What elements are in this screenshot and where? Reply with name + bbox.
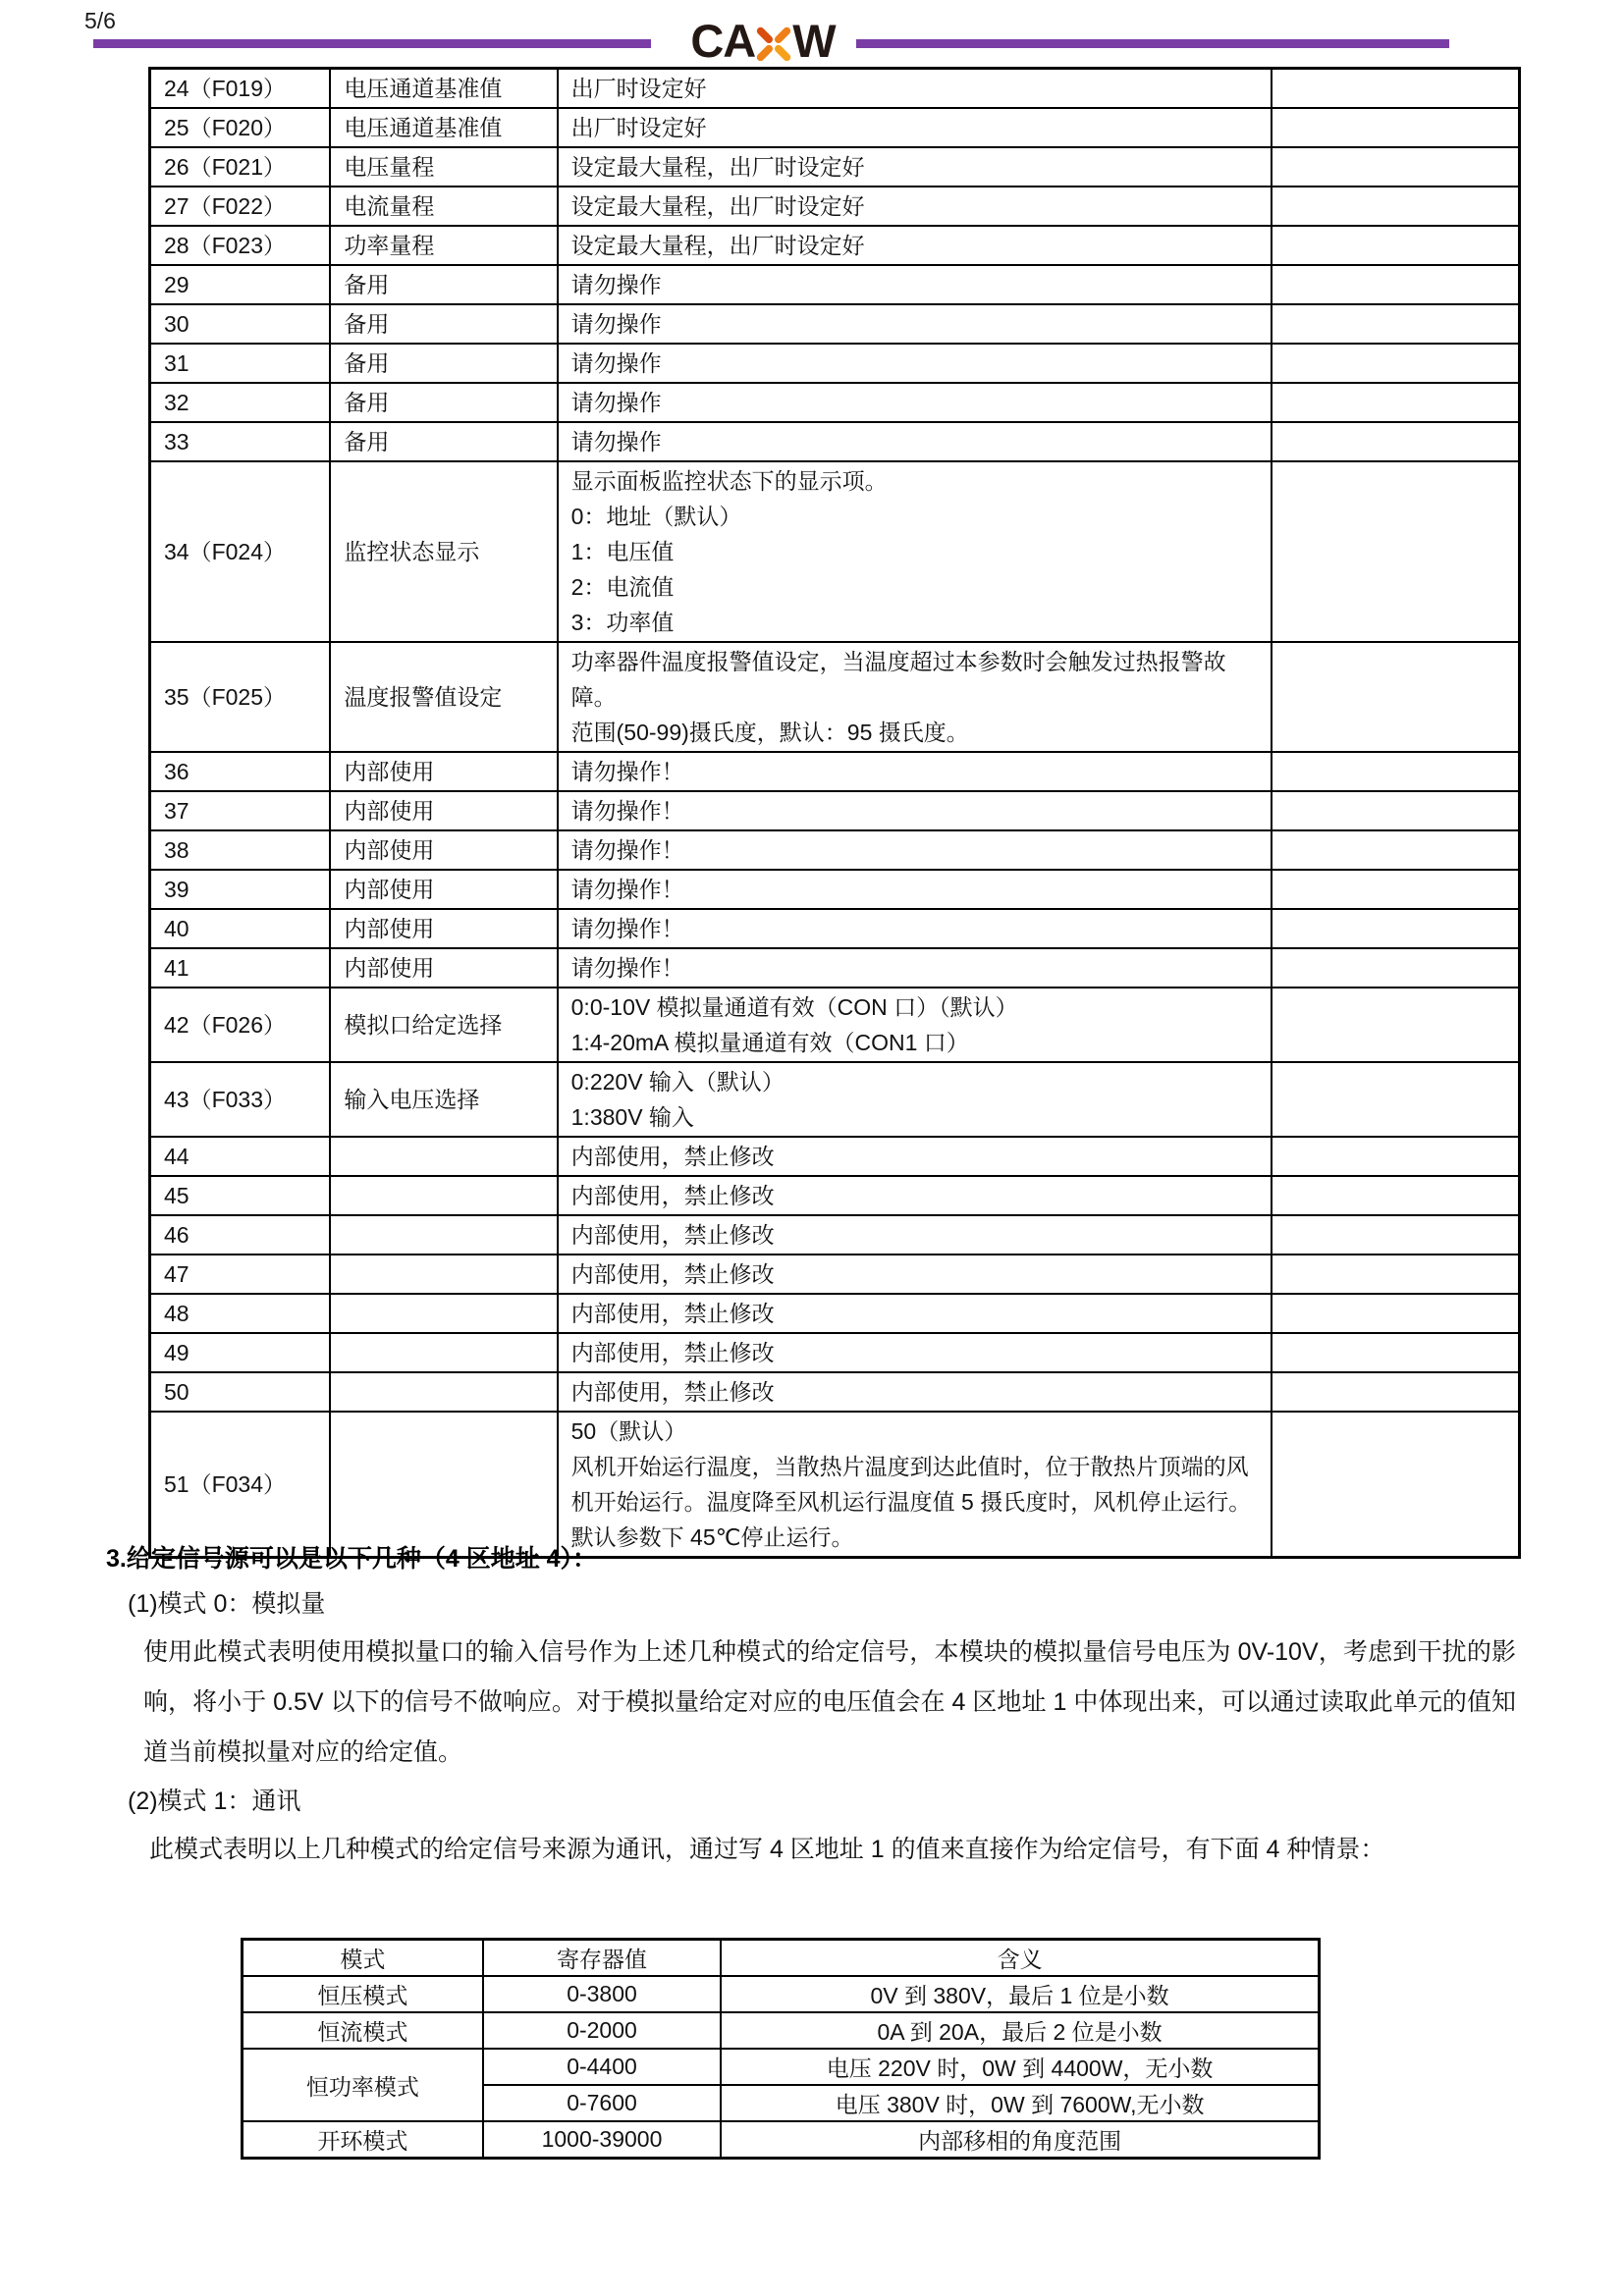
param-desc-cell — [558, 1176, 1272, 1215]
param-number-cell: 44 — [150, 1137, 331, 1176]
notes-cell-empty — [1272, 461, 1520, 642]
param-name-cell: 备用 — [330, 344, 557, 383]
mode-table-cell: 1000-39000 — [483, 2121, 721, 2159]
parameter-row — [150, 187, 1520, 226]
parameter-row — [150, 1255, 1520, 1294]
parameter-row — [150, 265, 1520, 304]
notes-cell-empty — [1272, 1255, 1520, 1294]
desc-line: 请勿操作！ — [570, 798, 684, 824]
desc-line: 1:4-20mA 模拟量通道有效（CON1 口） — [570, 1030, 969, 1055]
param-desc-cell — [558, 642, 1272, 752]
param-number-cell: 30 — [150, 304, 331, 344]
notes-cell-empty — [1272, 108, 1520, 147]
param-number-cell: 37 — [150, 791, 331, 830]
param-desc-cell — [558, 1137, 1272, 1176]
parameter-row — [150, 948, 1520, 988]
param-name-cell: 内部使用 — [330, 830, 557, 870]
mode-table-cell: 内部移相的角度范围 — [721, 2121, 1319, 2159]
mode-table-cell: 电压 380V 时，0W 到 7600W,无小数 — [721, 2085, 1319, 2121]
desc-line: 内部使用，禁止修改 — [570, 1301, 775, 1326]
desc-line: 1:380V 输入 — [570, 1104, 694, 1130]
param-number-cell: 29 — [150, 265, 331, 304]
desc-line: 3：功率值 — [570, 610, 675, 635]
param-number-cell: 49 — [150, 1333, 331, 1372]
param-name-cell: 电压量程 — [330, 147, 557, 187]
mode-table-cell: 0-3800 — [483, 1976, 721, 2012]
param-number-cell: 47 — [150, 1255, 331, 1294]
notes-cell-empty — [1272, 147, 1520, 187]
param-name-cell: 温度报警值设定 — [330, 642, 557, 752]
notes-cell-empty — [1272, 1215, 1520, 1255]
mode-table-row — [243, 2049, 1320, 2085]
param-number-cell: 27（F022） — [150, 187, 331, 226]
desc-line: 内部使用，禁止修改 — [570, 1144, 775, 1169]
param-name-cell: 电压通道基准值 — [330, 108, 557, 147]
page-number: 5/6 — [84, 8, 116, 33]
param-number-cell: 31 — [150, 344, 331, 383]
param-desc-cell — [558, 304, 1272, 344]
param-desc-cell — [558, 948, 1272, 988]
parameter-row — [150, 988, 1520, 1062]
mode-1-body: 此模式表明以上几种模式的给定信号来源为通讯，通过写 4 区地址 1 的值来直接作为给定信号，有下面 4 种情景： — [149, 1836, 1385, 1863]
desc-line: 范围(50-99)摄氏度，默认：95 摄氏度。 — [570, 720, 969, 745]
mode-table-row — [243, 1976, 1320, 2012]
param-desc-cell — [558, 1412, 1272, 1558]
desc-line: 0:0-10V 模拟量通道有效（CON 口）（默认） — [570, 994, 1018, 1020]
notes-cell-empty — [1272, 1176, 1520, 1215]
param-name-cell: 内部使用 — [330, 791, 557, 830]
param-number-cell: 48 — [150, 1294, 331, 1333]
desc-line: 出厂时设定好 — [570, 76, 707, 101]
param-name-cell: 内部使用 — [330, 870, 557, 909]
param-number-cell: 33 — [150, 422, 331, 461]
notes-cell-empty — [1272, 1333, 1520, 1372]
desc-line: 请勿操作！ — [570, 759, 684, 784]
notes-cell-empty — [1272, 642, 1520, 752]
param-desc-cell — [558, 147, 1272, 187]
param-number-cell: 35（F025） — [150, 642, 331, 752]
param-desc-cell — [558, 187, 1272, 226]
notes-cell-empty — [1272, 1412, 1520, 1558]
parameter-row — [150, 1372, 1520, 1412]
parameter-row — [150, 1333, 1520, 1372]
section-3 — [106, 1537, 1528, 1875]
header-rule-left — [93, 39, 651, 48]
param-desc-cell — [558, 752, 1272, 791]
param-number-cell: 25（F020） — [150, 108, 331, 147]
desc-line: 内部使用，禁止修改 — [570, 1379, 775, 1405]
param-number-cell: 36 — [150, 752, 331, 791]
param-number-cell: 34（F024） — [150, 461, 331, 642]
logo-text-left: CA — [690, 15, 756, 67]
mode-table-cell: 恒压模式 — [243, 1976, 483, 2012]
parameter-row — [150, 147, 1520, 187]
param-name-cell — [330, 1372, 557, 1412]
notes-cell-empty — [1272, 265, 1520, 304]
notes-cell-empty — [1272, 226, 1520, 265]
desc-line: 内部使用，禁止修改 — [570, 1340, 775, 1365]
param-name-cell: 备用 — [330, 383, 557, 422]
caxw-logo — [676, 16, 850, 67]
param-number-cell: 45 — [150, 1176, 331, 1215]
parameter-row — [150, 69, 1520, 109]
mode-table-cell: 0-7600 — [483, 2085, 721, 2121]
param-name-cell: 输入电压选择 — [330, 1062, 557, 1137]
param-number-cell: 28（F023） — [150, 226, 331, 265]
parameter-row — [150, 1137, 1520, 1176]
mode-table-header-row — [243, 1940, 1320, 1977]
param-name-cell: 内部使用 — [330, 909, 557, 948]
notes-cell-empty — [1272, 909, 1520, 948]
parameter-row — [150, 870, 1520, 909]
notes-cell-empty — [1272, 383, 1520, 422]
param-desc-cell — [558, 422, 1272, 461]
param-name-cell: 功率量程 — [330, 226, 557, 265]
param-name-cell — [330, 1215, 557, 1255]
desc-line: 2：电流值 — [570, 574, 675, 600]
param-name-cell — [330, 1137, 557, 1176]
param-name-cell: 备用 — [330, 422, 557, 461]
parameter-row — [150, 422, 1520, 461]
param-desc-cell — [558, 870, 1272, 909]
desc-line: 请勿操作！ — [570, 837, 684, 863]
notes-cell-empty — [1272, 948, 1520, 988]
param-desc-cell — [558, 108, 1272, 147]
mode-table-row — [243, 2012, 1320, 2049]
desc-line: 请勿操作！ — [570, 955, 684, 981]
desc-line: 请勿操作 — [570, 272, 662, 297]
mode-table-cell: 恒流模式 — [243, 2012, 483, 2049]
mode-0-body: 使用此模式表明使用模拟量口的输入信号作为上述几种模式的给定信号，本模块的模拟量信号电压为 0V-10V，考虑到干扰的影响，将小于 0.5V 以下的信号不做响应。对于模拟量给定对应的电压值会在 4 区地址 1 中体现出来，可以通过读取此单元的值知道当前模拟量对应的给定值。 — [143, 1638, 1516, 1766]
parameter-row — [150, 1176, 1520, 1215]
param-number-cell: 41 — [150, 948, 331, 988]
param-desc-cell — [558, 791, 1272, 830]
param-desc-cell — [558, 1294, 1272, 1333]
desc-line: 请勿操作 — [570, 429, 662, 454]
notes-cell-empty — [1272, 752, 1520, 791]
parameter-row — [150, 752, 1520, 791]
param-desc-cell — [558, 226, 1272, 265]
notes-cell-empty — [1272, 422, 1520, 461]
param-desc-cell — [558, 1333, 1272, 1372]
desc-line: 0:220V 输入（默认） — [570, 1069, 785, 1095]
mode-table-cell: 0-4400 — [483, 2049, 721, 2085]
parameter-row — [150, 226, 1520, 265]
param-number-cell: 39 — [150, 870, 331, 909]
param-desc-cell — [558, 1215, 1272, 1255]
param-number-cell: 46 — [150, 1215, 331, 1255]
param-number-cell: 43（F033） — [150, 1062, 331, 1137]
notes-cell-empty — [1272, 344, 1520, 383]
param-name-cell — [330, 1176, 557, 1215]
parameter-table — [148, 67, 1521, 1559]
mode-table-header-cell: 模式 — [243, 1940, 483, 1977]
param-number-cell: 26（F021） — [150, 147, 331, 187]
notes-cell-empty — [1272, 69, 1520, 109]
desc-line: 请勿操作 — [570, 350, 662, 376]
param-desc-cell — [558, 1062, 1272, 1137]
mode-table-cell: 0V 到 380V，最后 1 位是小数 — [721, 1976, 1319, 2012]
param-number-cell: 24（F019） — [150, 69, 331, 109]
mode-table-cell: 0A 到 20A，最后 2 位是小数 — [721, 2012, 1319, 2049]
logo-text-right: W — [792, 15, 836, 67]
param-number-cell: 32 — [150, 383, 331, 422]
notes-cell-empty — [1272, 988, 1520, 1062]
param-desc-cell — [558, 461, 1272, 642]
param-desc-cell — [558, 344, 1272, 383]
mode-table-header-cell: 寄存器值 — [483, 1940, 721, 1977]
parameter-row — [150, 830, 1520, 870]
desc-line: 显示面板监控状态下的显示项。 — [570, 468, 888, 494]
desc-line: 请勿操作 — [570, 311, 662, 337]
parameter-row — [150, 909, 1520, 948]
desc-line: 请勿操作！ — [570, 916, 684, 941]
parameter-row — [150, 1215, 1520, 1255]
parameter-row — [150, 304, 1520, 344]
param-name-cell: 电压通道基准值 — [330, 69, 557, 109]
desc-line: 风机开始运行温度，当散热片温度到达此值时，位于散热片顶端的风机开始运行。温度降至风机运行温度值 5 摄氏度时，风机停止运行。默认参数下 45℃停止运行。 — [570, 1454, 1252, 1550]
param-desc-cell — [558, 1372, 1272, 1412]
parameter-row — [150, 1062, 1520, 1137]
param-desc-cell — [558, 265, 1272, 304]
param-name-cell — [330, 1333, 557, 1372]
param-number-cell: 38 — [150, 830, 331, 870]
param-name-cell — [330, 1294, 557, 1333]
notes-cell-empty — [1272, 1294, 1520, 1333]
desc-line: 设定最大量程，出厂时设定好 — [570, 154, 865, 180]
desc-line: 内部使用，禁止修改 — [570, 1222, 775, 1248]
parameter-row — [150, 1294, 1520, 1333]
logo-x-icon — [753, 23, 794, 64]
notes-cell-empty — [1272, 1137, 1520, 1176]
parameter-row — [150, 383, 1520, 422]
notes-cell-empty — [1272, 187, 1520, 226]
notes-cell-empty — [1272, 830, 1520, 870]
param-desc-cell — [558, 383, 1272, 422]
param-number-cell: 40 — [150, 909, 331, 948]
section-3-heading: 3.给定信号源可以是以下几种（4 区地址 4）： — [106, 1545, 598, 1573]
parameter-row — [150, 108, 1520, 147]
notes-cell-empty — [1272, 1062, 1520, 1137]
param-name-cell: 内部使用 — [330, 948, 557, 988]
desc-line: 1：电压值 — [570, 539, 675, 564]
desc-line: 请勿操作 — [570, 390, 662, 415]
header-rule-right — [856, 39, 1449, 48]
param-name-cell: 监控状态显示 — [330, 461, 557, 642]
desc-line: 设定最大量程，出厂时设定好 — [570, 233, 865, 258]
param-name-cell — [330, 1255, 557, 1294]
param-name-cell: 备用 — [330, 265, 557, 304]
parameter-row — [150, 1412, 1520, 1558]
param-desc-cell — [558, 1255, 1272, 1294]
param-name-cell: 电流量程 — [330, 187, 557, 226]
notes-cell-empty — [1272, 1372, 1520, 1412]
notes-cell-empty — [1272, 870, 1520, 909]
param-desc-cell — [558, 909, 1272, 948]
mode-table-cell: 恒功率模式 — [243, 2049, 483, 2121]
parameter-row — [150, 642, 1520, 752]
mode-table-cell: 电压 220V 时，0W 到 4400W，无小数 — [721, 2049, 1319, 2085]
mode-register-table — [241, 1938, 1321, 2160]
parameter-row — [150, 461, 1520, 642]
desc-line: 请勿操作！ — [570, 877, 684, 902]
desc-line: 功率器件温度报警值设定，当温度超过本参数时会触发过热报警故障。 — [570, 649, 1226, 710]
desc-line: 内部使用，禁止修改 — [570, 1261, 775, 1287]
mode-1-title: (2)模式 1：通讯 — [128, 1788, 301, 1815]
desc-line: 0：地址（默认） — [570, 504, 742, 529]
desc-line: 出厂时设定好 — [570, 115, 707, 140]
param-name-cell: 内部使用 — [330, 752, 557, 791]
param-number-cell: 51（F034） — [150, 1412, 331, 1558]
mode-table-cell: 0-2000 — [483, 2012, 721, 2049]
desc-line: 内部使用，禁止修改 — [570, 1183, 775, 1208]
mode-table-header-cell: 含义 — [721, 1940, 1319, 1977]
param-number-cell: 50 — [150, 1372, 331, 1412]
mode-0-title: (1)模式 0：模拟量 — [128, 1590, 326, 1618]
param-number-cell: 42（F026） — [150, 988, 331, 1062]
desc-line: 设定最大量程，出厂时设定好 — [570, 193, 865, 219]
desc-line: 50（默认） — [570, 1418, 687, 1444]
param-name-cell: 模拟口给定选择 — [330, 988, 557, 1062]
param-desc-cell — [558, 988, 1272, 1062]
parameter-row — [150, 344, 1520, 383]
mode-table-row — [243, 2121, 1320, 2159]
param-name-cell: 备用 — [330, 304, 557, 344]
param-name-cell — [330, 1412, 557, 1558]
notes-cell-empty — [1272, 791, 1520, 830]
parameter-row — [150, 791, 1520, 830]
notes-cell-empty — [1272, 304, 1520, 344]
mode-table-cell: 开环模式 — [243, 2121, 483, 2159]
param-desc-cell — [558, 830, 1272, 870]
param-desc-cell — [558, 69, 1272, 109]
